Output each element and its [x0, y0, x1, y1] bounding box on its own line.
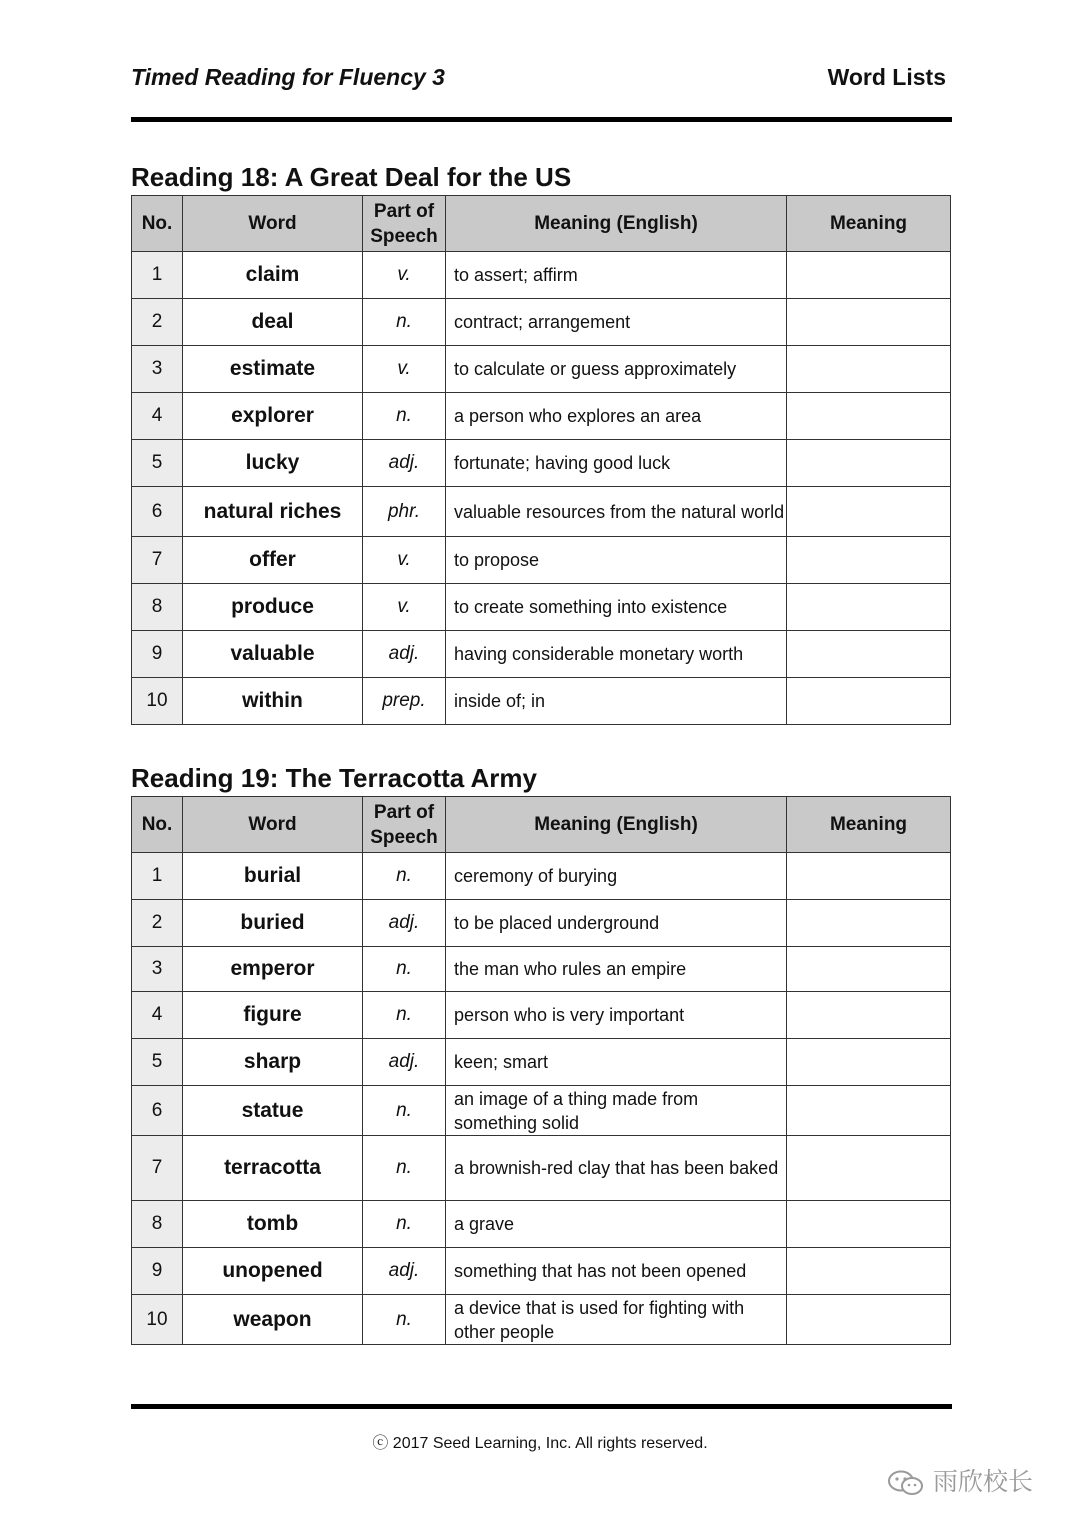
book-title: Timed Reading for Fluency 3	[131, 64, 445, 90]
row-no: 3	[132, 947, 183, 992]
col-no: No.	[132, 797, 183, 853]
row-word: claim	[183, 252, 363, 299]
header-rule	[131, 117, 952, 122]
wechat-icon	[886, 1468, 926, 1498]
row-meaning-blank	[787, 346, 951, 393]
reading19-title: Reading 19: The Terracotta Army	[131, 763, 537, 793]
row-pos: n.	[363, 1086, 446, 1136]
row-no: 3	[132, 346, 183, 393]
row-pos: n.	[363, 299, 446, 346]
table-row	[132, 900, 951, 947]
row-word: valuable	[183, 631, 363, 678]
row-word: lucky	[183, 440, 363, 487]
row-no: 5	[132, 1039, 183, 1086]
row-meaning-blank	[787, 1248, 951, 1295]
watermark-text: 雨欣校长	[932, 1468, 1033, 1496]
row-word: tomb	[183, 1201, 363, 1248]
table-row	[132, 584, 951, 631]
col-pos	[363, 797, 446, 853]
table-row	[132, 1295, 951, 1345]
row-pos: adj.	[363, 1248, 446, 1295]
row-meaning-blank	[787, 853, 951, 900]
reading18-title: Reading 18: A Great Deal for the US	[131, 162, 572, 192]
table-row	[132, 1201, 951, 1248]
row-meaning-en: inside of; in	[446, 678, 787, 725]
col-meaning: Meaning	[787, 797, 951, 853]
table-row	[132, 631, 951, 678]
row-meaning-blank	[787, 992, 951, 1039]
table-row	[132, 1248, 951, 1295]
row-meaning-blank	[787, 1136, 951, 1201]
table-row	[132, 992, 951, 1039]
row-no: 4	[132, 393, 183, 440]
row-pos: v.	[363, 252, 446, 299]
row-pos: n.	[363, 853, 446, 900]
row-pos: adj.	[363, 440, 446, 487]
col-word: Word	[183, 797, 363, 853]
row-no: 2	[132, 299, 183, 346]
row-no: 10	[132, 678, 183, 725]
section-label: Word Lists	[827, 64, 946, 90]
row-meaning-en: the man who rules an empire	[446, 947, 787, 992]
table-row	[132, 299, 951, 346]
table-row	[132, 853, 951, 900]
row-meaning-en: to assert; affirm	[446, 252, 787, 299]
row-word: explorer	[183, 393, 363, 440]
row-pos: v.	[363, 346, 446, 393]
reading18-header-row	[132, 196, 951, 252]
row-no: 4	[132, 992, 183, 1039]
row-meaning-en: an image of a thing made from something solid	[446, 1086, 787, 1136]
row-no: 8	[132, 584, 183, 631]
row-meaning-blank	[787, 393, 951, 440]
row-no: 2	[132, 900, 183, 947]
row-no: 1	[132, 252, 183, 299]
row-meaning-en: to be placed underground	[446, 900, 787, 947]
row-pos: adj.	[363, 1039, 446, 1086]
table-row	[132, 947, 951, 992]
row-meaning-en: a device that is used for fighting with other people	[446, 1295, 787, 1345]
row-meaning-en: fortunate; having good luck	[446, 440, 787, 487]
row-meaning-en: to create something into existence	[446, 584, 787, 631]
col-pos-line1: Part of	[373, 200, 435, 222]
row-meaning-en: contract; arrangement	[446, 299, 787, 346]
row-meaning-en: to propose	[446, 537, 787, 584]
table-row	[132, 487, 951, 537]
row-meaning-blank	[787, 1039, 951, 1086]
row-pos: adj.	[363, 900, 446, 947]
row-meaning-blank	[787, 900, 951, 947]
row-no: 5	[132, 440, 183, 487]
row-word: emperor	[183, 947, 363, 992]
row-meaning-en: having considerable monetary worth	[446, 631, 787, 678]
col-meaning-en: Meaning (English)	[446, 196, 787, 252]
row-no: 7	[132, 1136, 183, 1201]
row-word: offer	[183, 537, 363, 584]
row-pos: prep.	[363, 678, 446, 725]
row-word: terracotta	[183, 1136, 363, 1201]
reading18-table	[131, 195, 951, 725]
row-meaning-blank	[787, 1201, 951, 1248]
row-meaning-blank	[787, 584, 951, 631]
table-row	[132, 252, 951, 299]
row-pos: v.	[363, 584, 446, 631]
row-word: burial	[183, 853, 363, 900]
row-word: natural riches	[183, 487, 363, 537]
row-no: 10	[132, 1295, 183, 1345]
row-no: 8	[132, 1201, 183, 1248]
row-no: 9	[132, 1248, 183, 1295]
row-pos: n.	[363, 393, 446, 440]
col-meaning: Meaning	[787, 196, 951, 252]
row-word: sharp	[183, 1039, 363, 1086]
row-meaning-en: to calculate or guess approximately	[446, 346, 787, 393]
row-pos: n.	[363, 1295, 446, 1345]
row-pos: adj.	[363, 631, 446, 678]
row-meaning-en: a person who explores an area	[446, 393, 787, 440]
row-word: unopened	[183, 1248, 363, 1295]
table-row	[132, 1086, 951, 1136]
row-meaning-blank	[787, 678, 951, 725]
row-no: 9	[132, 631, 183, 678]
row-pos: n.	[363, 947, 446, 992]
row-no: 6	[132, 1086, 183, 1136]
table-row	[132, 1039, 951, 1086]
watermark	[886, 1462, 1033, 1498]
reading19-header-row	[132, 797, 951, 853]
row-word: statue	[183, 1086, 363, 1136]
row-no: 6	[132, 487, 183, 537]
row-pos: phr.	[363, 487, 446, 537]
row-meaning-en: something that has not been opened	[446, 1248, 787, 1295]
row-meaning-en: valuable resources from the natural world	[446, 487, 787, 537]
row-pos: n.	[363, 1201, 446, 1248]
row-word: estimate	[183, 346, 363, 393]
row-word: produce	[183, 584, 363, 631]
col-pos-line1: Part of	[373, 801, 435, 823]
row-meaning-blank	[787, 537, 951, 584]
table-row	[132, 440, 951, 487]
row-meaning-en: a brownish-red clay that has been baked	[446, 1136, 787, 1201]
col-pos-line2: Speech	[370, 225, 438, 247]
row-meaning-en: ceremony of burying	[446, 853, 787, 900]
row-meaning-blank	[787, 1086, 951, 1136]
row-no: 7	[132, 537, 183, 584]
row-meaning-blank	[787, 631, 951, 678]
col-word: Word	[183, 196, 363, 252]
col-no: No.	[132, 196, 183, 252]
row-word: buried	[183, 900, 363, 947]
col-meaning-en: Meaning (English)	[446, 797, 787, 853]
row-meaning-blank	[787, 1295, 951, 1345]
reading19-table	[131, 796, 951, 1345]
row-meaning-blank	[787, 252, 951, 299]
row-no: 1	[132, 853, 183, 900]
row-pos: v.	[363, 537, 446, 584]
page-header	[131, 58, 946, 98]
table-row	[132, 393, 951, 440]
row-meaning-en: person who is very important	[446, 992, 787, 1039]
row-pos: n.	[363, 1136, 446, 1201]
row-meaning-blank	[787, 947, 951, 992]
row-word: within	[183, 678, 363, 725]
table-row	[132, 346, 951, 393]
row-meaning-en: keen; smart	[446, 1039, 787, 1086]
table-row	[132, 1136, 951, 1201]
row-meaning-blank	[787, 487, 951, 537]
col-pos-line2: Speech	[370, 826, 438, 848]
row-word: figure	[183, 992, 363, 1039]
copyright: ⓒ 2017 Seed Learning, Inc. All rights reserved.	[372, 1435, 708, 1452]
row-pos: n.	[363, 992, 446, 1039]
row-word: weapon	[183, 1295, 363, 1345]
row-meaning-en: a grave	[446, 1201, 787, 1248]
table-row	[132, 537, 951, 584]
row-meaning-blank	[787, 440, 951, 487]
row-word: deal	[183, 299, 363, 346]
footer-rule	[131, 1404, 952, 1409]
row-meaning-blank	[787, 299, 951, 346]
col-pos	[363, 196, 446, 252]
table-row	[132, 678, 951, 725]
